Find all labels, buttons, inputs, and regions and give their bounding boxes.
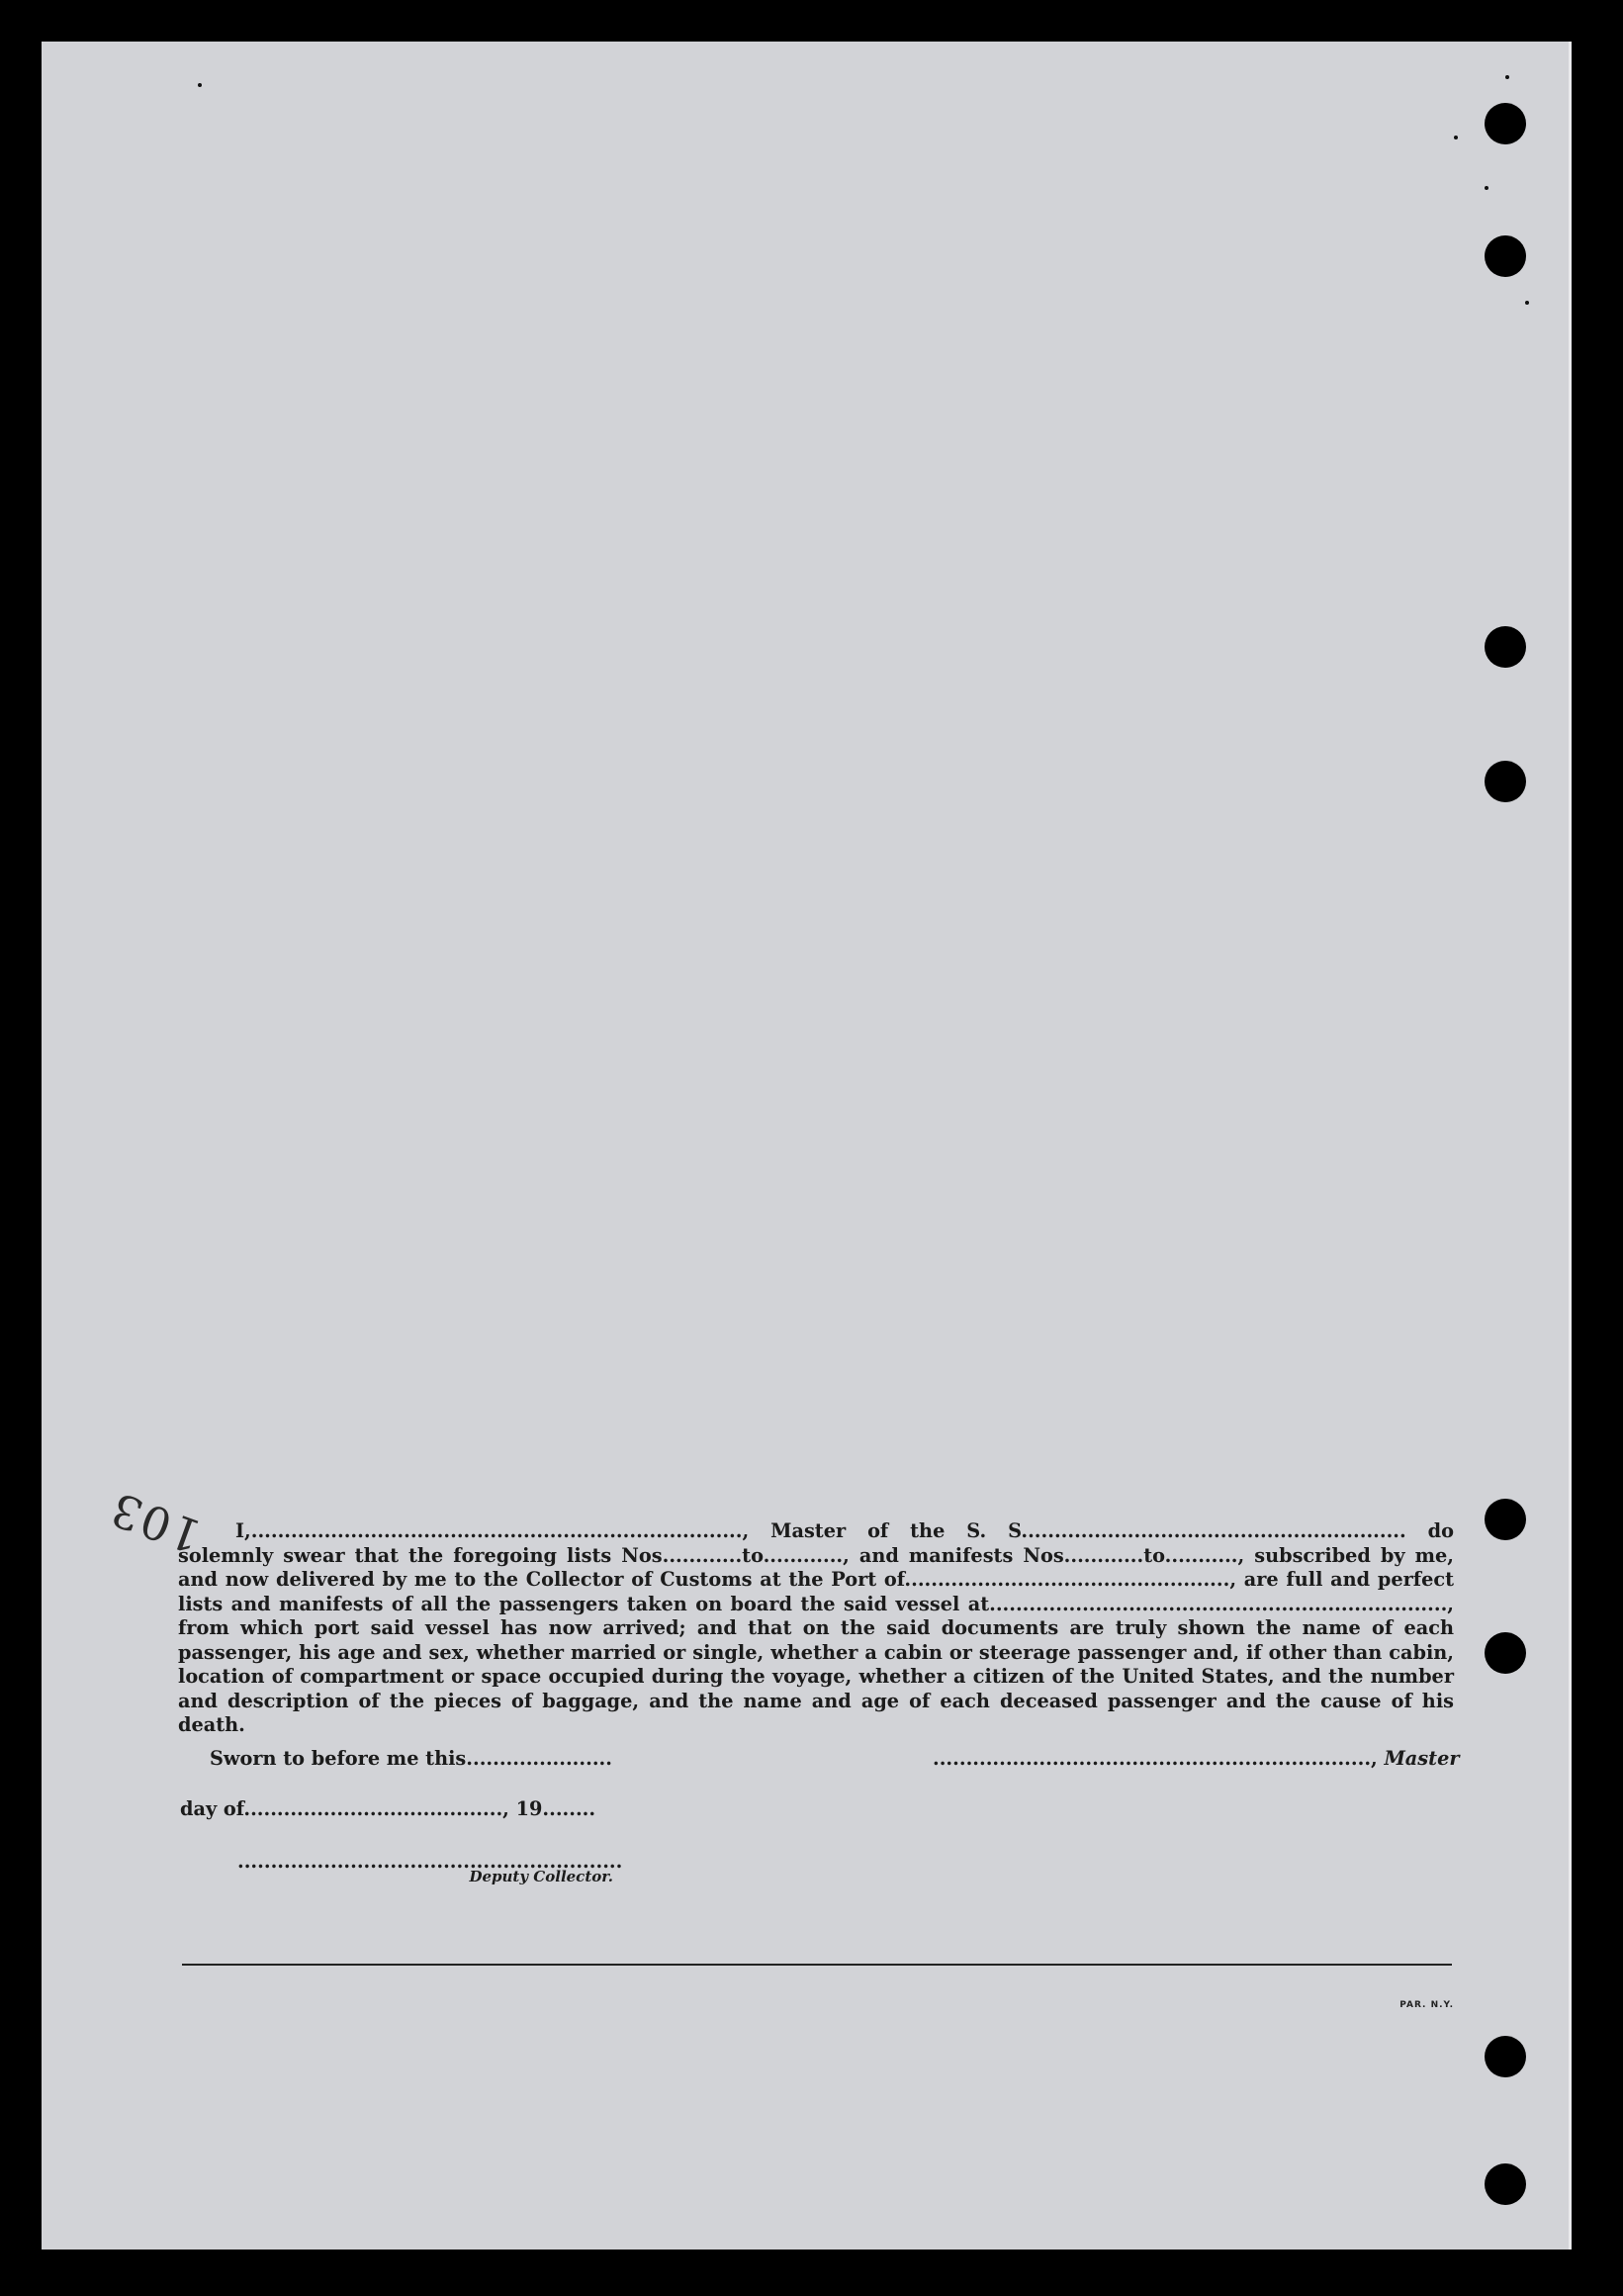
scan-speck (1454, 136, 1458, 139)
master-label: Master (1384, 1747, 1460, 1770)
punch-hole (1485, 1632, 1526, 1674)
deputy-collector-label: Deputy Collector. (469, 1868, 613, 1885)
handwritten-page-number: 103 (102, 1481, 209, 1564)
document-page (42, 42, 1572, 2250)
punch-hole (1485, 2163, 1526, 2205)
scan-speck (1485, 186, 1488, 190)
punch-hole (1485, 2036, 1526, 2077)
printer-mark: PAR. N.Y. (1399, 2000, 1454, 2010)
scan-speck (1525, 301, 1529, 305)
punch-hole (1485, 103, 1526, 144)
punch-hole (1485, 235, 1526, 277)
scan-speck (198, 83, 202, 87)
horizontal-rule (182, 1964, 1452, 1966)
punch-hole (1485, 1499, 1526, 1540)
master-dots: .................................................................., (933, 1747, 1378, 1770)
sworn-line: Sworn to before me this...................... (210, 1747, 612, 1770)
day-line: day of......................................., 19........ (180, 1797, 596, 1820)
oath-text: I,.........................................................................., Master of the S. S.......................................................... do solemnly swear that the foregoing lists Nos............to............, and manifests Nos............to..........., subscribed by me, and now delivered by me to the Collector of Customs at the Port of................................................., are full and perfect lists and manifests of all the passengers taken on board the said vessel at....................................................................., from which port said vessel has now arrived; and that on the said documents are truly shown the name of each passenger, his age and sex, whether married or single, whether a cabin or steerage passenger and, if other than cabin, location of compartment or space occupied during the voyage, whether a citizen of the United States, and the number and description of the pieces of baggage, and the name and age of each deceased passenger and the cause of his death. (178, 1519, 1454, 1736)
master-signature-line (933, 1747, 1460, 1770)
deputy-dots: .......................................................... (237, 1850, 623, 1873)
punch-hole (1485, 761, 1526, 802)
oath-paragraph (178, 1519, 1454, 1738)
scan-speck (1505, 75, 1509, 79)
punch-hole (1485, 626, 1526, 668)
